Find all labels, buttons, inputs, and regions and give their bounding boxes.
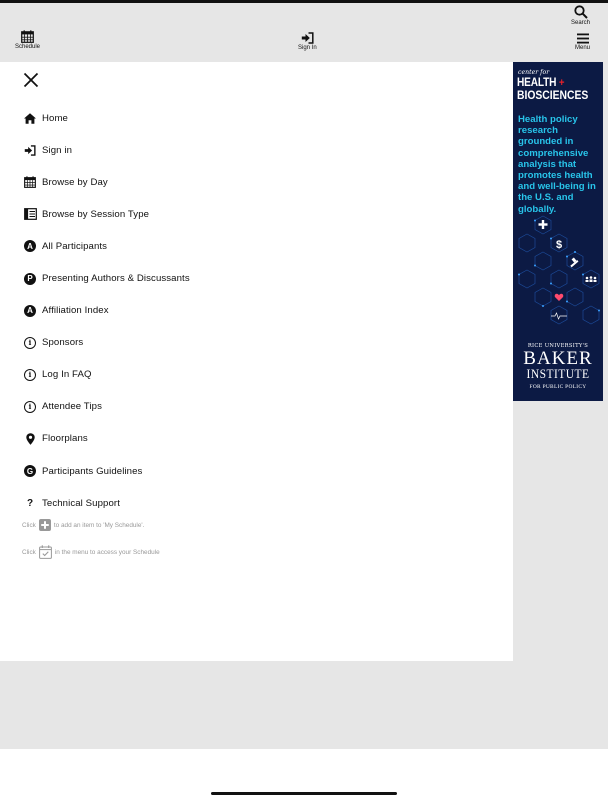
search-icon (574, 5, 588, 19)
add-to-schedule-hint (22, 519, 144, 531)
schedule-label: Schedule (15, 44, 41, 50)
menu-item-label: Floorplans (42, 433, 88, 445)
search-label: Search (571, 20, 591, 26)
menu-list (23, 102, 190, 519)
ad-footer-rice: RICE UNIVERSITY'S (527, 343, 589, 349)
menu-item-label: Sponsors (42, 337, 84, 349)
ad-title-biosciences: BIOSCIENCES (517, 90, 589, 102)
ad-center-for: center for (518, 69, 550, 76)
menu-button[interactable] (575, 33, 590, 51)
menu-item-label: Participants Guidelines (42, 465, 143, 477)
hamburger-icon (577, 33, 589, 44)
menu-item-technical-support[interactable] (23, 487, 190, 519)
ad-footer-public-policy: FOR PUBLIC POLICY (529, 384, 587, 390)
hint-text: to add an item to 'My Schedule'. (53, 521, 145, 529)
menu-item-browse-by-session-type[interactable] (23, 198, 190, 230)
hint-text: Click (22, 521, 36, 529)
menu-item-label: Log In FAQ (42, 369, 92, 381)
question-icon: ? (26, 497, 34, 509)
home-icon (23, 111, 37, 125)
ad-body-text: Health policy research grounded in comprehensive analysis that promotes health and well-being in the U.S. and globally. (518, 114, 596, 215)
menu-item-label: Browse by Session Type (42, 208, 150, 220)
ad-footer-baker: BAKER (523, 348, 593, 369)
map-pin-icon (23, 432, 37, 446)
menu-item-label: Technical Support (42, 497, 120, 509)
menu-item-presenting-authors[interactable] (23, 262, 190, 294)
home-indicator[interactable] (211, 792, 397, 795)
sign-in-button[interactable] (298, 32, 317, 51)
menu-item-home[interactable] (23, 102, 190, 134)
menu-item-label: Attendee Tips (42, 401, 102, 413)
close-icon[interactable] (22, 71, 40, 89)
top-navigation-bar (0, 3, 608, 62)
menu-item-participants-guidelines[interactable] (23, 455, 190, 487)
letter-p-icon: P (23, 272, 37, 286)
hint-text: Click (22, 548, 36, 556)
schedule-button[interactable] (15, 30, 40, 50)
info-icon: i (23, 368, 37, 382)
letter-a-icon: A (23, 239, 37, 253)
menu-item-browse-by-day[interactable] (23, 166, 190, 198)
menu-item-log-in-faq[interactable] (23, 359, 190, 391)
search-button[interactable] (571, 5, 590, 26)
menu-label: Menu (575, 45, 591, 51)
access-schedule-hint (22, 545, 160, 559)
letter-g-icon: G (23, 464, 37, 478)
calendar-check-icon (39, 545, 52, 559)
sign-in-label: Sign In (298, 45, 317, 51)
calendar-icon (23, 175, 37, 189)
menu-item-label: All Participants (42, 240, 108, 252)
menu-item-label: Home (42, 112, 68, 124)
hint-text: in the menu to access your Schedule (54, 548, 160, 556)
hexagon-network-graphic (513, 212, 603, 342)
menu-item-label: Sign in (42, 144, 73, 156)
background-area-bottom (0, 661, 608, 749)
sponsor-ad-banner[interactable] (513, 62, 603, 401)
add-icon (39, 519, 51, 531)
menu-item-attendee-tips[interactable] (23, 391, 190, 423)
svg-text:$: $ (555, 239, 563, 251)
menu-item-sponsors[interactable] (23, 327, 190, 359)
letter-a-icon: A (23, 304, 37, 318)
info-icon: i (23, 400, 37, 414)
menu-item-sign-in[interactable] (23, 134, 190, 166)
sign-in-icon (23, 143, 37, 157)
sign-in-icon (301, 32, 314, 44)
side-menu-panel (0, 62, 513, 661)
menu-item-label: Presenting Authors & Discussants (42, 273, 190, 285)
ad-title-health: HEALTH + (517, 77, 565, 89)
info-icon: i (23, 336, 37, 350)
calendar-icon (21, 30, 34, 43)
menu-item-label: Affiliation Index (42, 305, 109, 317)
menu-item-affiliation-index[interactable] (23, 295, 190, 327)
menu-item-all-participants[interactable] (23, 230, 190, 262)
menu-item-floorplans[interactable] (23, 423, 190, 455)
session-type-icon (23, 207, 37, 221)
ad-footer-institute: INSTITUTE (526, 367, 590, 381)
menu-item-label: Browse by Day (42, 176, 108, 188)
